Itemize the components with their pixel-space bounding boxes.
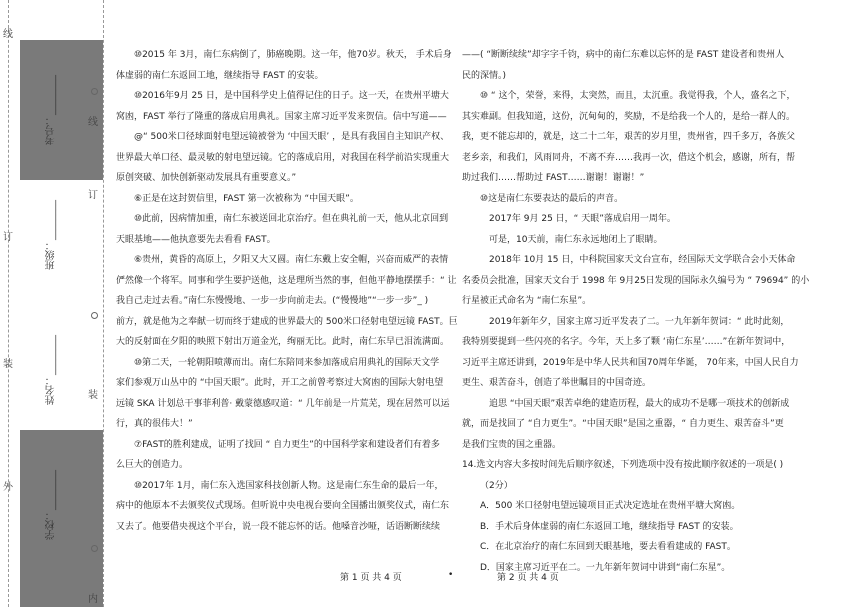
inner-seal-char: 订 [88,190,98,201]
text-line: 2017年 9月 25 日，“ 天眼”落成启用一周年。 [489,214,676,224]
text-line: 前方，就是他为之奉献一切而终于建成的世界最大的 500米口径射电望远镜 FAST。巨 [116,316,458,327]
class-field-label: 班级：________ [46,200,57,270]
page-footer-right: 第 2 页 共 4 页 [497,573,559,583]
text-line: 助过我们……帮助过 FAST……谢谢！谢谢！” [462,173,645,183]
outer-seal-char: 订 [3,232,13,243]
text-line: 老乡亲，和我们，风雨同舟，不离不弃……我再一次，借这个机会，感谢，所有，帮 [462,152,796,163]
question-score: （2分） [480,480,513,491]
text-line: 是我们宝贵的国之重器。 [462,439,562,450]
text-line: 体虚弱的南仁东返回工地，继续指导 FAST 的安装。 [116,70,324,81]
text-line: 就，而是找回了 “自力更生”。“中国天眼”是国之重器，“ 自力更生、艰苦奋斗”更 [462,419,784,429]
text-line: 名委员会批准，国家天文台于 1998 年 9月25日发现的国际永久编号为 “ 79694” 的小 [462,275,810,286]
text-line: 病中的他原本不去颁奖仪式现场。但听说中央电视台要向全国播出颁奖仪式，南仁东 [116,501,450,511]
inner-seal-char: 装 [88,390,98,401]
inner-seal-char: 内 [88,594,98,605]
text-line: 2018年 10月 15 日，中科院国家天文台宣布，经国际天文学联合会小天体命 [489,255,796,265]
text-line: 更生、艰苦奋斗，创造了举世瞩目的中国奇迹。 [462,378,652,388]
text-line: 追思 “中国天眼”艰苦卓绝的建造历程，最大的成功不是哪一项技术的创新成 [489,398,790,409]
text-line: @“ 500米口径球面射电望远镜被誉为 ‘中国天眼’ ，是具有我国自主知识产权、 [134,132,450,142]
text-line: ⑩ “ 这个，荣誉，来得，太突然，而且，太沉重。我觉得我，个人，盛名之下， [480,91,796,101]
text-line: 窝凼，FAST 举行了隆重的落成启用典礼。国家主席习近平发来贺信。信中写道—— [116,111,447,122]
text-line: 天眼基地——他执意要先去看看 FAST。 [116,234,276,245]
text-line: 可是，10天前，南仁东永远地闭上了眼睛。 [489,234,663,245]
school-field-label: 学校：________ [46,470,57,540]
binding-outer-strip [0,0,20,607]
name-field-label: 姓名：________ [46,335,57,405]
option-b: B．手术后身体虚弱的南仁东返回工地，继续指导 FAST 的安装。 [480,521,739,532]
text-line: ⑩2015 年 3月，南仁东病倒了，肺癌晚期。这一年，他70岁。秋天， 手术后身 [134,50,452,60]
text-line: 其实难副。但我知道，这份，沉甸甸的，奖励，不是给我一个人的，是给一群人的。 [462,111,796,122]
option-a: A．500 米口径射电望远镜项目正式决定选址在贵州平塘大窝凼。 [480,501,741,511]
text-line: 我特别要提到一些闪亮的名字。今年，天上多了颗 ‘南仁东星’……”在新年贺词中， [462,337,791,347]
outer-seal-char: 外 [3,482,13,493]
text-line: 2019年新年夕，国家主席习近平发表了二。一九年新年贺词：“ 此时此刻， [489,316,790,327]
binding-gray-block-top [20,40,103,180]
right-page-text [462,45,810,455]
text-line: 大的反射面在夕阳的映照下射出万道金光，绚丽无比。此时，南仁东早已泪流满面。 [116,337,450,347]
text-line: ⑩第二天，一轮朝阳喷薄而出。南仁东陪同来参加落成启用典礼的国际天文学 [134,357,440,368]
question-14 [462,455,807,578]
outer-seal-char: 装 [3,359,13,370]
text-line: 远镜 SKA 计划总干事菲利普· 戴蒙德感叹道：“ 几年前是一片荒芜，现在居然可以运 [116,398,450,409]
option-c: C．在北京治疗的南仁东回到天眼基地，要去看看建成的 FAST。 [480,542,736,552]
text-line: ⑥贵州，黄昏的高原上，夕阳又大又圆。南仁东戴上安全帽，兴奋而威严的表情 [134,255,449,265]
text-line: ⑩2017年 1月，南仁东入选国家科技创新人物。这是南仁东生命的最后一年， [134,480,444,491]
binding-hole-icon [91,88,98,95]
question-stem: 14.选文内容大多按时间先后顺序叙述，下列选项中没有按此顺序叙述的一项是( ) [462,460,784,470]
binding-gray-block-bottom [20,430,103,607]
text-line: ——( “断断续续”却字字千钧，病中的南仁东难以忘怀的是 FAST 建设者和贵州人 [462,50,785,60]
exam-number-field-label: 考号：________ [46,75,57,145]
text-line: ⑩此前，因病情加重，南仁东被送回北京治疗。但在典礼前一天，他从北京回到 [134,214,449,224]
text-line: 习近平主席还讲到，2019年是中华人民共和国70周年华诞， 70年来，中国人民自力 [462,357,799,368]
text-line: 原创突破、加快创新驱动发展具有重要意义。” [116,173,297,183]
text-line: 我自己走过去看。”南仁东慢慢地、一步一步向前走去。(“慢慢地”“一步一步”_ ) [116,296,429,306]
text-line: 又去了。他要借央视这个平台，说一段不能忘怀的话。他嗓音沙哑，话语断断续续 [116,521,441,532]
text-line: 行星被正式命名为 “南仁东星”。 [462,296,592,306]
text-line: 家们参观万山丛中的 “中国天眼”。此时，开工之前曾考察过大窝凼的国际大射电望 [116,378,444,388]
page-footer-left: 第 1 页 共 4 页 [340,573,402,583]
text-line: ⑩这是南仁东要表达的最后的声音。 [480,193,624,204]
text-line: 行，真的很伟大！” [116,419,193,429]
text-line: 俨然像一个将军。同事和学生要护送他，这是理所当然的事，但他平静地摆摆手：“ 让 [116,275,457,286]
text-line: ⑥正是在这封贺信里，FAST 第一次被称为 “中国天眼”。 [134,193,359,204]
text-line: 世界最大单口径、最灵敏的射电望远镜。它的落成启用，对我国在科学前沿实现重大 [116,152,450,163]
binding-hole-icon [91,312,98,319]
text-line: ⑦FAST的胜利建成，证明了找回 “ 自力更生”的中国科学家和建设者们有着多 [134,439,440,450]
left-page-text [116,45,458,537]
binding-hole-icon [91,545,98,552]
option-d: D．国家主席习近平在二。一九年新年贺词中讲到“南仁东星”。 [480,562,731,573]
outer-dashed-line [8,0,9,607]
inner-dashed-line [103,0,104,607]
text-line: ⑩2016年9月 25 日，是中国科学史上值得记住的日子。这一天，在贵州平塘大 [134,91,449,101]
outer-seal-char: 线 [3,29,13,40]
footer-separator-dot: • [448,570,454,580]
text-line: 我，更不能忘却的，就是，这二十二年，艰苦的岁月里，贵州省，四千多万，各族父 [462,132,796,142]
inner-seal-char: 线 [88,117,98,128]
text-line: 民的深情。) [462,70,507,81]
text-line: 么巨大的创造力。 [116,460,189,470]
